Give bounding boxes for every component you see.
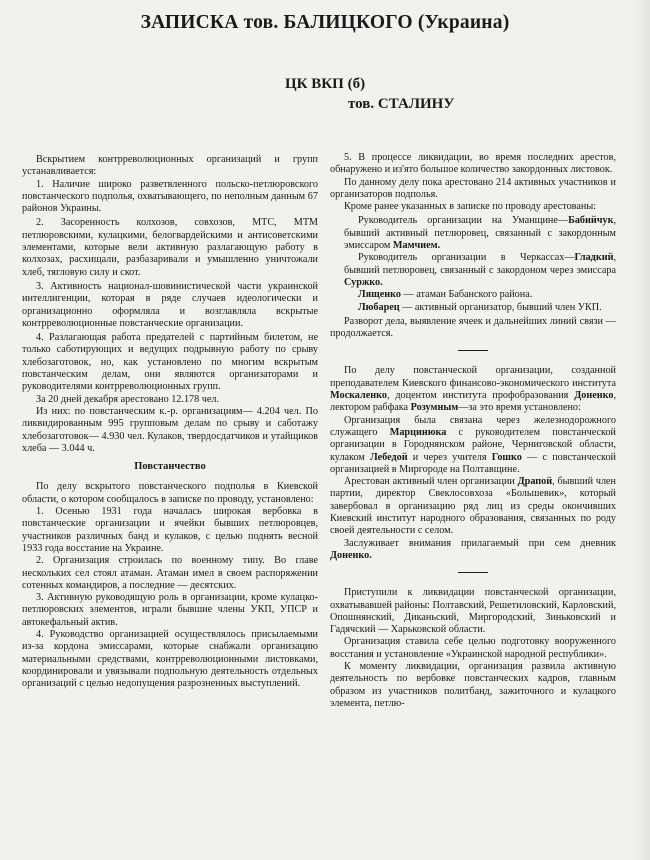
paragraph-arrests-breakdown: Из них: по повстанческим к.-р. организациям— 4.204 чел. По ликвидированным 995 групповым делам по срыву и саботажу хлебозаготовок— 4.930 чел. Кулаков, твердосдатчиков и утайщиков хлеба — 3.044 ч. bbox=[22, 405, 318, 454]
paragraph-investigation-continues: Разворот дела, выявление ячеек и дальнейших линий связи — продолжается. bbox=[330, 315, 616, 340]
person-name: Любарец bbox=[358, 301, 400, 313]
person-name: Розумным bbox=[410, 402, 459, 414]
person-name: Доненко bbox=[574, 390, 614, 402]
paragraph-uprising-goal: Организация ставила себе целью подготовку вооруженного восстания и установление «Украинской народной республики». bbox=[330, 636, 616, 660]
section-divider bbox=[458, 572, 488, 573]
paragraph-point-2: 2. Засоренность колхозов, совхозов, МТС, МТМ петлюровскими, кулацкими, белогвардейскими и антисоветскими элементами, которые вели активную разлагающую работу в колхозах, расхищали, разбазаривали и умышленно уничтожали хлеб, тягловую силу и скот. bbox=[22, 217, 318, 278]
paragraph-arrests-total: За 20 дней декабря арестовано 12.178 чел. bbox=[36, 393, 220, 405]
paragraph-point-3: 3. Активность национал-шовинистической части украинской интеллигенции, которая в ряде случаев идеологически и организационно оформляла и возглавляла вскрытые контрреволюционные повстанческие организации. bbox=[22, 280, 318, 329]
paragraph-lyashchenko: Лященко — атаман Бабанского района. bbox=[358, 289, 533, 301]
paragraph-kiev-1: 1. Осенью 1931 года началась широкая вербовка в повстанческие организации и ячейки бывших петлюровцев, участников различных банд и кулаков, с целью поднять весной 1933 года восстание на Украине. bbox=[22, 506, 318, 554]
person-name: Лященко bbox=[358, 289, 401, 301]
document-title: ЗАПИСКА тов. БАЛИЦКОГО (Украина) bbox=[140, 12, 510, 33]
paragraph-point-5: 5. В процессе ликвидации, во время последних арестов, обнаружено и из'ято большое количество закордонных листовок. bbox=[330, 152, 616, 176]
person-name: Гошко bbox=[491, 451, 522, 463]
paragraph-arrested-count: По данному делу пока арестовано 214 активных участников и организаторов подполья. bbox=[330, 176, 616, 200]
paragraph-point-1: 1. Наличие широко разветвленного польско-петлюровского повстанческого подполья, охватывающего, по неполным данным 67 районов Украины. bbox=[22, 178, 318, 215]
paragraph-point-4: 4. Разлагающая работа предателей с партийным билетом, не только саботирующих и ведущих подрывную работу по срыву хлебозаготовок, но, как установлено по многим вскрытым повстанческим делам, они являются организаторами и руководителями контрреволюционных групп. bbox=[22, 332, 318, 393]
person-name: Марцинюка bbox=[389, 426, 447, 438]
paragraph-cherkassy: Руководитель организации в Черкассах—Гладкий, бывший петлюровец, связанный с закордоном через эмиссара Суржко. bbox=[344, 252, 616, 288]
person-name: Бабийчук bbox=[568, 215, 614, 227]
person-name: Москаленко bbox=[330, 390, 387, 402]
person-name: Лебедой bbox=[370, 451, 408, 463]
paragraph-intro: Вскрытием контрреволюционных организаций и групп устанавливается: bbox=[22, 154, 318, 178]
paragraph-also-arrested: Кроме ранее указанных в записке по проводу арестованы: bbox=[344, 201, 597, 213]
paragraph-railway-link: Организация была связана через железнодорожного служащего Марцинюка с руководителем повстанческой организации в Городнянском районе, Черниговской области, кулаком Лебедой и через учителя Гошко — с повстанческой организацией в Миргороде на Полтавщине. bbox=[330, 414, 616, 475]
paragraph-lyubarets: Любарец — активный организатор, бывший член УКП. bbox=[358, 301, 602, 313]
section-heading: Повстанчество bbox=[134, 461, 206, 473]
addressee-person: тов. СТАЛИНУ bbox=[348, 96, 455, 112]
paragraph-diary: Заслуживает внимания прилагаемый при сем дневник Доненко. bbox=[330, 537, 616, 561]
page-edge-shadow bbox=[634, 0, 650, 860]
paragraph-kiev-4: 4. Руководство организацией осуществлялось присылаемыми из-за кордона эмиссарами, которые снабжали организацию материальными средствами, контрреволюционными листовками, координировали и увязывали подпольную деятельность отдельных организаций с целью недопущения разрозненных выступлений. bbox=[22, 628, 318, 690]
paragraph-kiev-institute: По делу повстанческой организации, созданной преподавателем Киевского финансово-экономического института Москаленко, доцентом института профобразования Доненко, лектором рабфака Розумным—за это время установлено: bbox=[330, 365, 616, 414]
section-divider bbox=[458, 350, 488, 351]
paragraph-drapoy-arrest: Арестован активный член организации Драпой, бывший член партии, директор Свеклосовхоза «Большевик», который завербовал в организацию ряд лиц из среды окончивших Киевский институт народного образования, связанных по роду своей деятельности с селом. bbox=[330, 476, 616, 537]
person-name: Гладкий bbox=[574, 252, 614, 264]
left-column bbox=[22, 152, 318, 690]
person-name: Мамчием. bbox=[392, 240, 441, 252]
person-name: Суржко. bbox=[344, 276, 383, 288]
person-name: Доненко. bbox=[330, 549, 372, 561]
addressee-org: ЦК ВКП (б) bbox=[285, 76, 366, 92]
paragraph-kiev-intro: По делу вскрытого повстанческого подполья в Киевской области, о котором сообщалось в записке по проводу, установлено: bbox=[22, 481, 318, 505]
right-column bbox=[330, 152, 616, 710]
paragraph-kiev-2: 2. Организация строилась по военному типу. Во главе нескольких сел стоял атаман. Атаман имел в своем распоряжении сотенных командиров, а последние — десятских. bbox=[22, 555, 318, 591]
paragraph-poltava-liquidation: Приступили к ликвидации повстанческой организации, охватывавшей районы: Полтавский, Решетиловский, Карловский, Опошнянский, Диканьский, Миргородский, Зиньковский и Гадячский — Харьковской области. bbox=[330, 587, 616, 636]
paragraph-recruitment: К моменту ликвидации, организация развила активную деятельность по вербовке повстанческих кадров, главным образом из участников политбанд, зажиточного и кулацкого элемента, петлю- bbox=[330, 660, 616, 709]
paragraph-uman: Руководитель организации на Уманщине—Бабийчук, бывший активный петлюровец, связанный с закордонным эмиссаром Мамчием. bbox=[344, 215, 616, 252]
person-name: Драпой bbox=[517, 476, 553, 488]
paragraph-kiev-3: 3. Активную руководящую роль в организации, кроме кулацко-петлюровских элементов, играли бывшие члены УКП, УПСР и автокефальный актив. bbox=[22, 592, 318, 628]
